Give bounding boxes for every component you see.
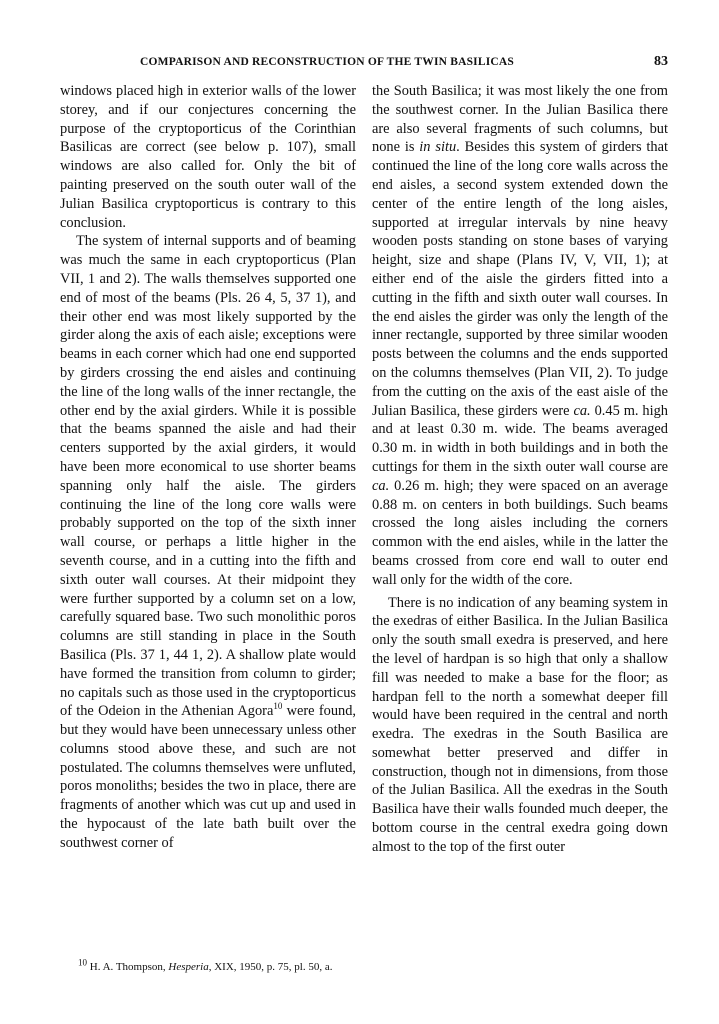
footnote-ref: 10 [273, 701, 283, 712]
page-header [60, 56, 668, 76]
left-column [60, 82, 356, 853]
paragraph-text: 0.26 m. high; they were spaced on an average 0.88 m. on centers in both buildings. Such beams crossed the long aisles including the corners common with the end aisles, while in the latter the beams crossed from core end wall to outer end wall only for the width of the core. [372, 477, 668, 588]
paragraph: There is no indication of any beaming system in the exedras of either Basilica. In the Julian Basilica only the south small exedra is preserved, and here the level of hardpan is so high that only a shallow fill was needed to make a base for the floor; as hardpan fell to the north a somewhat deeper fill would have been required in the central and north exedra. The exedras in the South Basilica are somewhat better preserved and differ in construction, though not in dimensions, from those of the Julian Basilica. All the exedras in the South Basilica have their walls founded much deeper, the bottom course in the central exedra going down almost to the top of the first outer [372, 594, 668, 855]
footnote-marker: 10 [78, 957, 87, 968]
emphasis: in situ [419, 139, 457, 156]
paragraph-text: . Besides this system of girders that continued the line of the long core walls across the end aisles, a second system extended down the center of the entire length of the long aisles, supported at irregular intervals by nine heavy wooden posts standing on stone bases of varying height, size and shape (Plans IV, V, VII, 1); at either end of the aisle the girders fitted into a cutting in the fifth and sixth outer wall courses. In the end aisles the girder was only the length of the inner rectangle, supported by three similar wooden posts between the columns and the ends supported on the columns themselves (Plan VII, 2). To judge from the cutting on the axis of the east aisle of the Julian Basilica, these girders were [372, 139, 668, 419]
journal-title: Hesperia [168, 961, 209, 973]
paragraph: windows placed high in exterior walls of the lower storey, and if our conjectures concerning the purpose of the cryptoporticus of the Corinthian Basilicas are correct (see below p. 107), small windows are also called for. Only the bit of painting preserved on the south outer wall of the Julian Basilica cryptoporticus is contrary to this conclusion. [60, 83, 356, 231]
paragraph-text: were found, but they would have been unnecessary unless other columns stood above these, and such are not postulated. The columns themselves were unfluted, poros monoliths; besides the two in place, there are fragments of another which was cut up and used in the hypocaust of the late bath built over the southwest corner of [60, 703, 356, 851]
footnote-text: H. A. Thompson, [87, 961, 169, 973]
paragraph-text: the South Basilica; it was most likely the one from the southwest corner. In the Julian Basilica there are also several fragments of such columns, but none is [372, 83, 668, 156]
paragraph-text: 0.45 m. high and at least 0.30 m. wide. The beams averaged 0.30 m. in width in both buildings and in both the cuttings for them in the sixth outer wall course are [372, 402, 668, 475]
page-number: 83 [654, 54, 668, 69]
emphasis: ca. [573, 402, 591, 419]
running-head: COMPARISON AND RECONSTRUCTION OF THE TWIN BASILICAS [140, 56, 515, 68]
footnote-text: , XIX, 1950, p. 75, pl. 50, a. [208, 961, 333, 973]
paragraph-text: The system of internal supports and of beaming was much the same in each cryptoporticus (Plan VII, 1 and 2). The walls themselves supported one end of most of the beams (Pls. 26 4, 5, 37 1), and their other end was most likely supported by the girder along the axis of each aisle; exceptions were beams in each corner which had one end supported by girders crossing the end aisles and continuing the line of the long walls of the inner rectangle, the other end by the axial girders. While it is possible that the beams spanned the aisle and had their centers supported by the axial girders, it would have been more economical to use shorter beams spanning only half the aisle. The girders continuing the line of the long core walls were probably supported on the top of the sixth inner wall course, or perhaps a little higher in the seventh course, and in a cutting into the fifth and sixth outer wall courses. At their midpoint they were further supported by a column set on a low, carefully squared base. Two such monolithic poros columns are still standing in place in the South Basilica (Pls. 37 1, 44 1, 2). A shallow plate would have formed the transition from column to girder; no capitals such as those used in the cryptoporticus of the Odeion in the Athenian Agora [60, 233, 356, 720]
paragraph [372, 82, 668, 590]
right-column [372, 82, 668, 857]
emphasis: ca. [372, 477, 390, 494]
paragraph [60, 232, 356, 852]
footnote [78, 957, 368, 974]
